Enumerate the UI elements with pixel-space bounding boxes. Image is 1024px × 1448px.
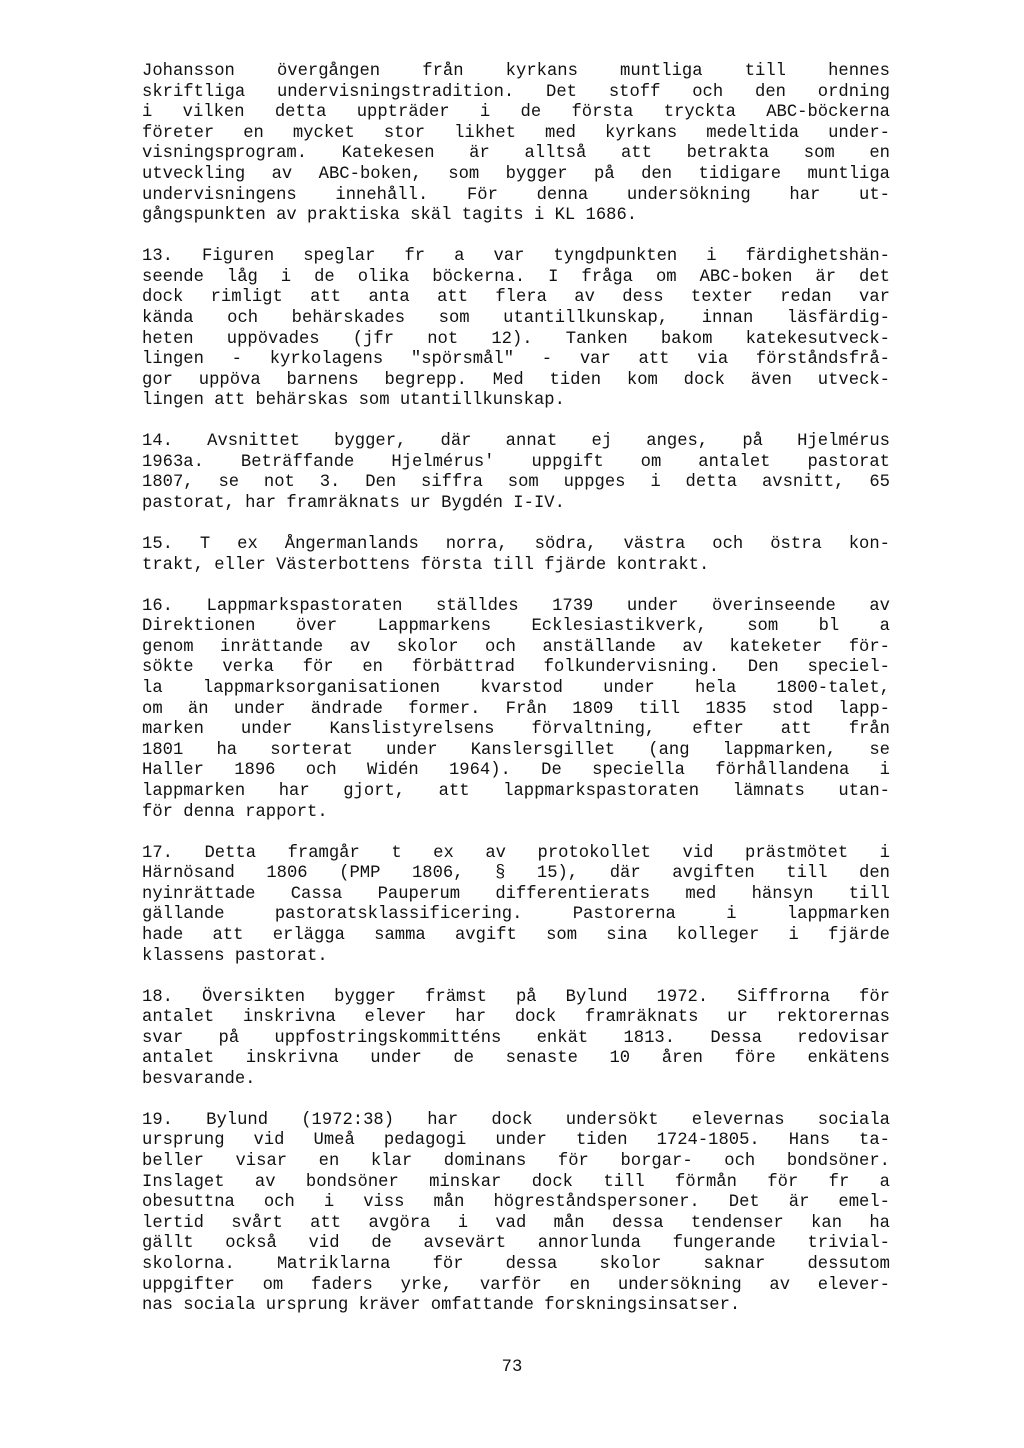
text-line: dock rimligt att anta att flera av dess texter redan var [142,288,890,308]
text-line: antalet inskrivna elever har dock framräknats ur rektorernas [142,1008,890,1028]
text-line: lappmarken har gjort, att lappmarkspastoraten lämnats utan- [142,781,890,801]
text-line: besvarande. [142,1069,256,1089]
text-line: obesuttna och i viss mån högreståndspersoner. Det är emel- [142,1193,890,1213]
text-line: seende låg i de olika böckerna. I fråga om ABC-boken är det [142,267,890,287]
text-line: lingen att behärskas som utantillkunskap. [142,391,565,411]
text-line: 1801 ha sorterat under Kanslersgillet (ang lappmarken, se [142,740,890,760]
text-line: heten uppövades (jfr not 12). Tanken bakom katekesutveck- [142,329,890,349]
text-line: beller visar en klar dominans för borgar- och bondsöner. [142,1152,890,1172]
text-line: 1807, se not 3. Den siffra som uppges i detta avsnitt, 65 [142,473,890,493]
text-line: Härnösand 1806 (PMP 1806, § 15), där avgiften till den [142,864,890,884]
text-line: företer en mycket stor likhet med kyrkans medeltida under- [142,123,890,143]
text-line: svar på uppfostringskommitténs enkät 1813. Dessa redovisar [142,1028,890,1048]
text-line: nyinrättade Cassa Pauperum differentierats med hänsyn till [142,884,890,904]
text-line: skolorna. Matriklarna för dessa skolor saknar dessutom [142,1255,890,1275]
text-line: marken under Kanslistyrelsens förvaltning, efter att från [142,720,890,740]
text-line: Haller 1896 och Widén 1964). De speciella förhållandena i [142,761,890,781]
footnote-paragraph [142,432,890,514]
text-line: 19. Bylund (1972:38) har dock undersökt elevernas sociala [142,1110,890,1130]
text-line: 18. Översikten bygger främst på Bylund 1972. Siffrorna för [142,987,890,1007]
text-line: 13. Figuren speglar fr a var tyngdpunkten i färdighetshän- [142,247,890,267]
text-line: i vilken detta uppträder i de första tryckta ABC-böckerna [142,103,890,123]
footnote-paragraph [142,535,890,576]
text-line: om än under ändrade former. Från 1809 till 1835 stod lapp- [142,699,890,719]
text-line: 15. T ex Ångermanlands norra, södra, västra och östra kon- [142,535,890,555]
footnote-paragraph [142,62,890,227]
text-line: utveckling av ABC-boken, som bygger på den tidigare muntliga [142,164,890,184]
text-line: 17. Detta framgår t ex av protokollet vid prästmötet i [142,843,890,863]
text-line: undervisningens innehåll. För denna undersökning har ut- [142,185,890,205]
text-line: 1963a. Beträffande Hjelmérus' uppgift om antalet pastorat [142,452,890,472]
text-line: klassens pastorat. [142,946,328,966]
text-line: Inslaget av bondsöner minskar dock till förmån för fr a [142,1172,890,1192]
text-line: genom inrättande av skolor och anställande av kateketer för- [142,637,890,657]
text-line: gångspunkten av praktiska skäl tagits i KL 1686. [142,206,638,226]
footnote-paragraph [142,1111,890,1317]
text-line: pastorat, har framräknats ur Bygdén I-IV. [142,494,565,514]
text-line: uppgifter om faders yrke, varför en undersökning av elever- [142,1275,890,1295]
footnote-paragraph [142,988,890,1091]
text-line: skriftliga undervisningstradition. Det stoff och den ordning [142,82,890,102]
text-line: gällt också vid de avsevärt annorlunda fungerande trivial- [142,1234,890,1254]
text-line: hade att erlägga samma avgift som sina kolleger i fjärde [142,925,890,945]
text-line: lingen - kyrkolagens "spörsmål" - var att via förståndsfrå- [142,350,890,370]
text-line: visningsprogram. Katekesen är alltså att betrakta som en [142,144,890,164]
footnote-paragraph [142,247,890,412]
text-line: ursprung vid Umeå pedagogi under tiden 1724-1805. Hans ta- [142,1131,890,1151]
text-line: 14. Avsnittet bygger, där annat ej anges, på Hjelmérus [142,432,890,452]
text-line: trakt, eller Västerbottens första till fjärde kontrakt. [142,555,710,575]
text-line: gällande pastoratsklassificering. Pastorerna i lappmarken [142,905,890,925]
text-line: gor uppöva barnens begrepp. Med tiden kom dock även utveck- [142,370,890,390]
footnote-paragraph [142,844,890,968]
text-line: sökte verka för en förbättrad folkundervisning. Den speciel- [142,658,890,678]
text-line: Direktionen över Lappmarkens Ecklesiastikverk, som bl a [142,617,890,637]
text-line: 16. Lappmarkspastoraten ställdes 1739 under överinseende av [142,596,890,616]
text-line: antalet inskrivna under de senaste 10 åren före enkätens [142,1049,890,1069]
text-line: la lappmarksorganisationen kvarstod under hela 1800-talet, [142,679,890,698]
text-line: kända och behärskades som utantillkunskap, innan läsfärdig- [142,308,890,328]
document-body [142,62,890,1337]
text-line: Johansson övergången från kyrkans muntliga till hennes [142,62,890,81]
text-line: nas sociala ursprung kräver omfattande forskningsinsatser. [142,1296,741,1316]
text-line: lertid svårt att avgöra i vad mån dessa tendenser kan ha [142,1213,890,1233]
text-line: för denna rapport. [142,802,328,822]
page-number: 73 [501,1358,523,1377]
footnote-paragraph [142,597,890,824]
